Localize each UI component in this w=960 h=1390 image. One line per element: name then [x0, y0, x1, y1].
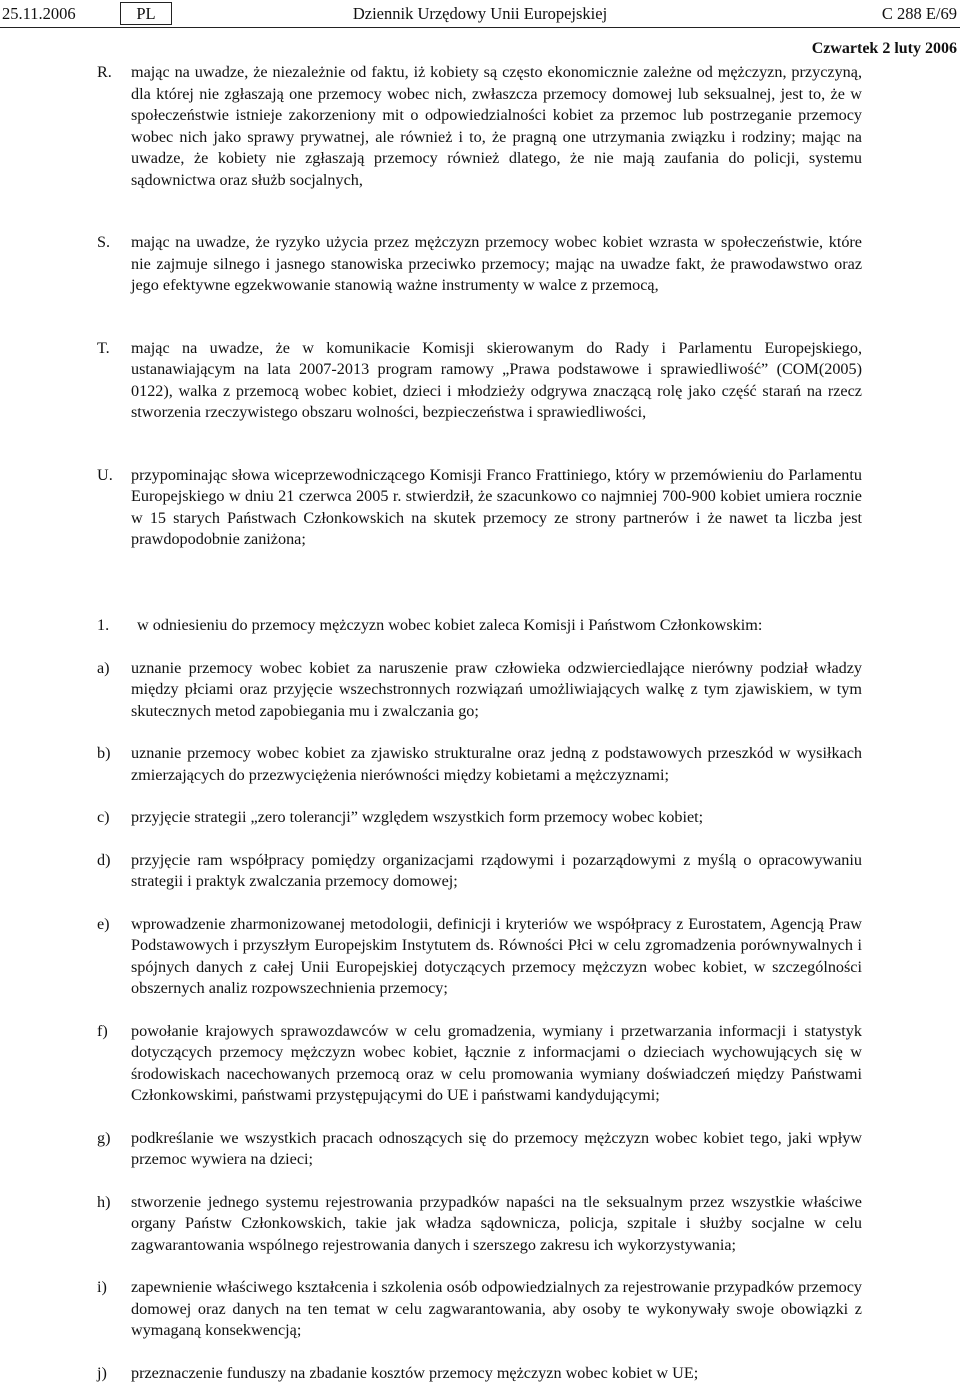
subitem-text: przeznaczenie funduszy na zbadanie kosztów przemocy mężczyzn wobec kobiet w UE; — [131, 1363, 699, 1382]
subitem-label: e) — [97, 914, 110, 933]
recital-label: S. — [97, 233, 111, 251]
subitem-text: zapewnienie właściwego kształcenia i szkolenia osób odpowiedzialnych za rejestrowanie przypadków przemocy domowej oraz danych na ten temat w celu zagwarantowania, aby osoby te wykonywały swoje obowiązki z wymaganą konsekwencją; — [131, 1278, 862, 1339]
recital-text: przypominając słowa wiceprzewodniczącego Komisji Franco Frattiniego, który w przemówieniu do Parlamentu Europejskiego w dniu 21 czerwca 2005 r. stwierdził, że szacunkowo co najmniej 700-900 kobiet umiera rocznie w 15 starych Państwach Członkowskich na skutek przemocy ze strony partnerów i że nawet ta liczba jest prawdopodobnie zaniżona; — [131, 465, 862, 548]
subitem-g — [0, 1128, 960, 1171]
subitem-text: przyjęcie strategii „zero tolerancji” względem wszystkich form przemocy wobec kobiet; — [131, 808, 704, 826]
subitem-text: wprowadzenie zharmonizowanej metodologii, definicji i kryteriów we współpracy z Eurostatem, Agencją Praw Podstawowych i przyszłym Europejskim Instytutem ds. Równości Płci w celu zgromadzenia porównywalnych i spójnych danych z całej Unii Europejskiej dotyczących przemocy mężczyzn wobec kobiet, w szczególności obszernych analiz rozpowszechnienia przemocy; — [131, 914, 862, 997]
language-badge: PL — [120, 2, 172, 25]
recital-text: mając na uwadze, że ryzyko użycia przez mężczyzn przemocy wobec kobiet wzrasta w społeczeństwie, które nie zajmuje silnego i jasnego stanowiska przeciwko przemocy; mając na uwadze fakt, że prawodawstwo oraz jego efektywne egzekwowanie stanowią ważne instrumenty w walce z przemocą, — [131, 233, 862, 294]
subitem-label: h) — [97, 1192, 111, 1211]
subitem-text: powołanie krajowych sprawozdawców w celu gromadzenia, wymiany i przetwarzania informacji i statystyk dotyczących przemocy mężczyzn wobec kobiet, łącznie z informacjami o dzieciach wychowujących się w środowiskach nacechowanych przemocą oraz w celu promowania wymiany doświadczeń między Państwami Członkowskimi, państwami przystępującymi do UE i państwami kandydującymi; — [131, 1021, 862, 1104]
recital-label: R. — [97, 63, 112, 81]
subitem-i — [0, 1277, 960, 1342]
recital-s — [0, 232, 960, 297]
subitem-text: uznanie przemocy wobec kobiet za zjawisko strukturalne oraz jedną z podstawowych przeszkód w wysiłkach zmierzających do przezwyciężenia nierówności między kobietami a mężczyznami; — [131, 744, 862, 784]
subitem-label: c) — [97, 808, 110, 826]
recital-text: mając na uwadze, że niezależnie od faktu, iż kobiety są często ekonomicznie zależne od mężczyzn, przyczyną, dla której nie zgłaszają one przemocy wobec nich, zwłaszcza przemocy domowej lub seksualnej, jest to, że w społeczeństwie istnieje zakorzeniony mit o odpowiedzialności kobiet za przemoc lub postrzeganie przemocy wobec nich jako sprawy prywatnej, ale również i to, że pragną one utrzymania związku i rodziny; mając na uwadze, że kobiety nie zgłaszają przemocy również dlatego, że nie mają zaufania do policji, systemu sądownictwa oraz służb socjalnych, — [131, 63, 862, 189]
publication-date: 25.11.2006 — [2, 4, 76, 23]
subitem-label: i) — [97, 1278, 107, 1296]
session-dateline: Czwartek 2 luty 2006 — [811, 40, 957, 57]
recital-label: U. — [97, 465, 113, 484]
subitem-f — [0, 1021, 960, 1107]
recital-t — [0, 338, 960, 424]
subitem-j — [0, 1363, 960, 1385]
subitem-label: a) — [97, 658, 110, 677]
header-rule — [0, 27, 960, 28]
recital-label: T. — [97, 338, 110, 357]
subitem-label: b) — [97, 744, 111, 762]
subitem-d — [0, 850, 960, 893]
point-label: 1. — [97, 615, 110, 634]
subitem-b — [0, 743, 960, 786]
recital-u — [0, 465, 960, 551]
subitem-label: f) — [97, 1021, 108, 1040]
subitem-label: j) — [97, 1363, 107, 1382]
subitem-e — [0, 914, 960, 1000]
point-text: w odniesieniu do przemocy mężczyzn wobec kobiet zaleca Komisji i Państwom Członkowskim: — [137, 615, 763, 634]
page-reference: C 288 E/69 — [881, 4, 957, 23]
subitem-text: stworzenie jednego systemu rejestrowania przypadków napaści na tle seksualnym przez wszystkie właściwe organy Państw Członkowskich, takie jak władza sądownicza, policja, szpitale i służby socjalne w celu zagwarantowania wspólnego rejestrowania danych i szerszego zakresu ich wykorzystywania; — [131, 1192, 862, 1254]
page-header — [0, 0, 960, 28]
subitem-text: uznanie przemocy wobec kobiet za naruszenie praw człowieka odzwierciedlające nierówny podział władzy między płciami oraz przyjęcie wszechstronnych rozwiązań umożliwiających walkę z tym zjawiskiem, w tym skutecznych metod zapobiegania mu i zwalczania go; — [131, 658, 862, 720]
subitem-text: podkreślanie we wszystkich pracach odnoszących się do przemocy mężczyzn wobec kobiet tego, jaki wpływ przemoc wywiera na dzieci; — [131, 1128, 862, 1168]
recital-text: mając na uwadze, że w komunikacie Komisji skierowanym do Rady i Parlamentu Europejskiego, ustanawiającym na lata 2007-2013 program ramowy „Prawa podstawowe i sprawiedliwość” (COM(2005) 0122), walka z przemocą wobec kobiet, dzieci i młodzieży odgrywa znaczącą rolę jako część starań na rzecz stworzenia rzeczywistego obszaru wolności, bezpieczeństwa i sprawiedliwości, — [131, 338, 862, 421]
subitem-label: d) — [97, 850, 111, 869]
subitem-label: g) — [97, 1128, 111, 1147]
subitem-text: przyjęcie ram współpracy pomiędzy organizacjami rządowymi i pozarządowymi z myślą o opracowywaniu strategii i praktyk zwalczania przemocy domowej; — [131, 850, 862, 890]
subitem-a — [0, 658, 960, 723]
document-body — [0, 62, 960, 1384]
subitem-c — [0, 807, 960, 829]
journal-title: Dziennik Urzędowy Unii Europejskiej — [352, 4, 608, 23]
point-1 — [0, 615, 960, 637]
recital-r — [0, 62, 960, 191]
subitem-h — [0, 1192, 960, 1257]
